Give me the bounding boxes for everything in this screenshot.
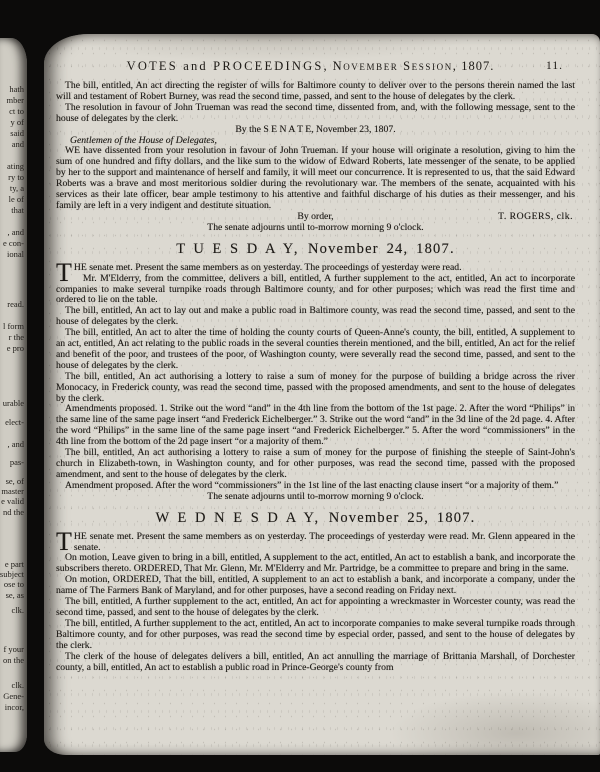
by-order-text: By order, xyxy=(297,210,334,222)
edge-text-fragment: master xyxy=(1,486,24,496)
edge-text-fragment: clk. xyxy=(11,680,24,690)
day-name: W E D N E S D A Y, xyxy=(155,509,321,526)
edge-text-fragment: ry to xyxy=(8,172,24,182)
adjournment-line: The senate adjourns until to-morrow morning 9 o'clock. xyxy=(207,490,424,502)
edge-text-fragment: ose to xyxy=(3,579,24,589)
day-header xyxy=(56,241,575,258)
edge-text-fragment: clk. xyxy=(11,605,24,615)
paragraph-burney-will: The bill, entitled, An act directing the register of wills for Baltimore county to deliver over to the persons therein named the last will and testament of Robert Burney, was read the second time, passed, and sent to the house of delegates by the clerk. xyxy=(56,80,575,102)
page-number: 11. xyxy=(546,60,563,72)
edge-text-fragment: subject xyxy=(0,569,24,579)
paragraph-senate-message: WE have dissented from your resolution in favour of John Trueman. If your house will originate a resolution, giving to him the sum of one hundred and fifty dollars, and the like sum to the widow of Edward Roberts, late messenger of the senate, to be applied by her to the support and maintenance of herself and family, it will meet our concurrence. It is represented to us, that the said Edward Roberts was a brave and most meritorious soldier during the revolutionary war. The members of the senate, acquainted with his services as their late officer, bear ample testimony to his attentive and faithful discharge of his duties as their messenger, and his family are left in a very indigent and destitute situation. xyxy=(56,145,575,211)
edge-text-fragment: and xyxy=(11,139,24,149)
header-title: VOTES and PROCEEDINGS, xyxy=(126,59,329,73)
edge-text-fragment: , and xyxy=(7,439,24,449)
edge-text-fragment: that xyxy=(11,205,24,215)
edge-text-fragment: l form xyxy=(2,321,24,331)
edge-text-fragment: e valid xyxy=(1,496,24,506)
day-header xyxy=(56,510,575,527)
edge-text-fragment: se, as xyxy=(5,590,24,600)
adjournment-line: The senate adjourns until to-morrow morning 9 o'clock. xyxy=(207,221,424,233)
paragraph-steeple-lottery: The bill, entitled, An act authorising a lottery to raise a sum of money for the purpose of finishing the steeple of Saint-John's church in Elizabeth-town, in Washington county, and for other purposes, was read the second time, passed with the proposed amendment, and sent to the house of delegates by the clerk. xyxy=(56,447,575,480)
edge-text-fragment: se, of xyxy=(5,476,24,486)
edge-text-fragment: , and xyxy=(7,227,24,237)
salutation-line: Gentlemen of the House of Delegates, xyxy=(70,134,217,146)
edge-text-fragment: e pro xyxy=(6,343,24,353)
edge-text-fragment: y of xyxy=(10,117,24,127)
paragraph-wreckmaster: The bill, entitled, A further supplement to the act, entitled, An act for appointing a wreckmaster in Worcester county, was read the second time, passed, and sent to the house of delegates by the clerk. xyxy=(56,596,575,618)
edge-text-fragment: e part xyxy=(4,559,24,569)
edge-text-fragment: ional xyxy=(7,249,24,259)
paragraph-public-road: The bill, entitled, An act to lay out and make a public road in Baltimore county, was read the second time, passed, and sent to the house of delegates by the clerk. xyxy=(56,305,575,328)
edge-text-fragment: ating xyxy=(7,161,24,171)
edge-text-fragment: r the xyxy=(8,332,24,342)
header-session: November Session, xyxy=(332,59,458,73)
paragraph-melderry-bill: Mr. M'Elderry, from the committee, delivers a bill, entitled, A further supplement to the act, entitled, An act to incorporate companies to make several turnpike roads through Baltimore county, and for other purposes; which was read the first time and ordered to lie on the table. xyxy=(56,272,575,306)
edge-text-fragment: Gene- xyxy=(3,691,24,701)
page-content xyxy=(56,81,575,673)
edge-text-fragment: urable xyxy=(2,398,24,408)
paragraph-senate-met: THE senate met. Present the same members as on yesterday. The proceedings of yesterday were read. xyxy=(56,257,462,287)
day-name: T U E S D A Y, xyxy=(176,240,300,257)
day-date: November 25, 1807. xyxy=(328,509,476,526)
journal-page xyxy=(44,34,600,755)
paragraph-trueman-resolution: The resolution in favour of John Trueman was read the second time, dissented from, and, with the following message, sent to the house of delegates by the clerk. xyxy=(56,101,575,124)
page-header xyxy=(64,59,563,74)
by-order-line xyxy=(56,212,575,223)
paragraph-amendment-proposed: Amendment proposed. After the word “commissioners” in the 1st line of the last enacting clause insert “or a majority of them.” xyxy=(65,479,559,491)
edge-text-fragment: read. xyxy=(7,299,24,309)
paragraph-farmers-bank: On motion, ORDERED, That the bill, entitled, A supplement to an act to establish a bank, and incorporate a company, under the name of The Farmers Bank of Maryland, and for other purposes, have a second reading on Friday next. xyxy=(56,574,575,597)
edge-text-fragment: le of xyxy=(8,194,24,204)
paragraph-senate-met: THE senate met. Present the same members as on yesterday. The proceedings of yesterday were read. Mr. Glenn appeared in the senate. xyxy=(56,526,575,556)
edge-text-fragment: said xyxy=(10,128,24,138)
paragraph-bank-bill-leave: On motion, Leave given to bring in a bill, entitled, A supplement to the act, entitled, An act to establish a bank, and incorporate the subscribers thereto. ORDERED, That Mr. Glenn, Mr. M'Elderry and Mr. Partridge, be a committee to prepare and bring in the same. xyxy=(56,552,575,575)
paragraph-marriage-annulling: The clerk of the house of delegates delivers a bill, entitled, An act annulling the marriage of Brittania Marshall, of Dorchester county, a bill, entitled, An act to establish a public road in Prince-George's county from xyxy=(56,650,575,673)
edge-text-fragment: f your xyxy=(3,644,24,654)
paragraph-turnpike-second-reading: The bill, entitled, A further supplement to the act, entitled, An act to incorporate companies to make several turnpike roads through Baltimore county, and for other purposes, was read the second time by especial order, passed, and sent to the house of delegates by the clerk. xyxy=(56,617,575,651)
drop-cap: T xyxy=(56,257,72,287)
paragraph-monocacy-lottery: The bill, entitled, An act authorising a lottery to raise a sum of money for the purpose of building a bridge across the river Monocacy, in Frederick county, was read the second time, passed with the proposed amendments, and sent to the house of delegates by the clerk. xyxy=(56,370,575,404)
edge-text-fragment: on the xyxy=(2,655,24,665)
facing-page-edge xyxy=(0,38,27,752)
drop-cap: T xyxy=(56,526,72,556)
edge-text-fragment: hath xyxy=(9,84,24,94)
edge-text-fragment: ty, a xyxy=(9,183,24,193)
senate-dateline: By the S E N A T E, November 23, 1807. xyxy=(235,123,396,135)
clerk-signature: T. ROGERS, clk. xyxy=(498,210,573,222)
edge-text-fragment: pas- xyxy=(9,457,24,467)
day-date: November 24, 1807. xyxy=(307,240,455,257)
edge-text-fragment: e con- xyxy=(2,238,24,248)
paragraph-amendments-proposed: Amendments proposed. 1. Strike out the word “and” in the 4th line from the bottom of the 1st page. 2. After the word “Philips” in the same line of the same page insert “and Frederick Eichelberger.” 3. Strike out the word “and” in the 3d line of the 2d page. 4. After the word “Philips” in the same line of the same page insert “and Frederick Eichelberger.” 5. After the word “commissioners” in the 4th line from the bottom of the 2d page insert “or a majority of them.” xyxy=(56,403,575,448)
edge-text-fragment: nd the xyxy=(2,507,24,517)
edge-text-fragment: incor, xyxy=(4,702,24,712)
edge-text-fragment: mber xyxy=(6,95,24,105)
paragraph-county-courts: The bill, entitled, An act to alter the time of holding the county courts of Queen-Anne's county, the bill, entitled, A supplement to an act, entitled, An act relating to the public roads in the several counties therein mentioned, and the bill, entitled, An act for the relief and benefit of the poor, and trustees of the poor, of Washington county, were severally read the second time, passed, and sent to the house of delegates by the clerk. xyxy=(56,327,575,371)
edge-text-fragment: ct to xyxy=(9,106,24,116)
edge-text-fragment: elect- xyxy=(5,417,24,427)
header-year: 1807. xyxy=(461,59,495,73)
